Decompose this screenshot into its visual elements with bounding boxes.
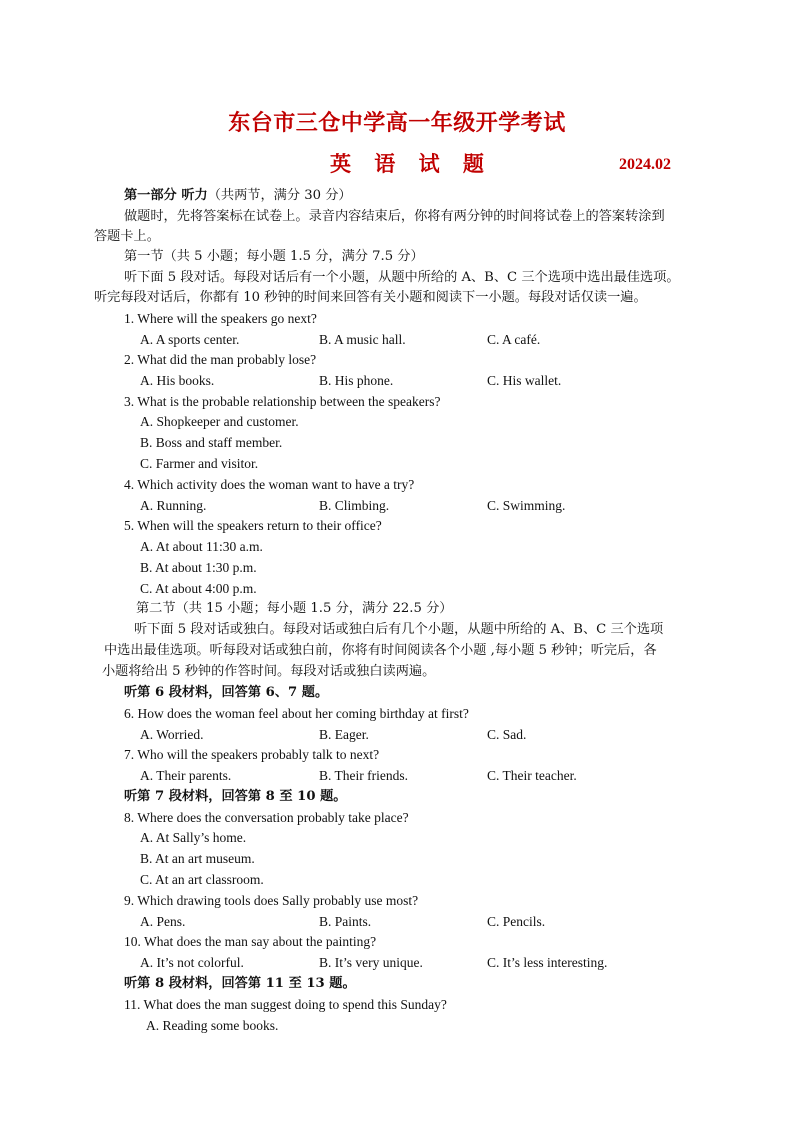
- option-c: C. His wallet.: [487, 373, 562, 388]
- question-text: 5. When will the speakers return to their office?: [124, 518, 382, 533]
- part1-instruction: 答题卡上。: [94, 229, 160, 244]
- exam-date: 2024.02: [619, 156, 671, 173]
- section1-instruction: 听完每段对话后，你都有 10 秒钟的时间来回答有关小题和阅读下一小题。每段对话仅读一遍。: [94, 290, 647, 305]
- question-text: 2. What did the man probably lose?: [124, 352, 317, 367]
- option-b: B. It’s very unique.: [319, 955, 423, 970]
- option-a: A. Pens.: [140, 914, 186, 929]
- section2-instruction: 听下面 5 段对话或独白。每段对话或独白后有几个小题，从题中所给的 A、B、C 三个选项: [134, 622, 664, 637]
- question-text: 1. Where will the speakers go next?: [124, 311, 317, 326]
- option-a: A. Shopkeeper and customer.: [140, 414, 299, 429]
- option-c: C. Their teacher.: [487, 768, 577, 783]
- question-text: 3. What is the probable relationship between the speakers?: [124, 394, 441, 409]
- option-c: C. Swimming.: [487, 498, 566, 513]
- option-b: B. His phone.: [319, 373, 394, 388]
- option-a: A. At Sally’s home.: [140, 830, 247, 845]
- option-b: B. A music hall.: [319, 332, 406, 347]
- option-b: B. Eager.: [319, 727, 369, 742]
- question-text: 8. Where does the conversation probably take place?: [124, 810, 409, 825]
- part1-heading-line: [124, 188, 352, 204]
- option-a: A. Worried.: [140, 727, 204, 742]
- option-c: C. It’s less interesting.: [487, 955, 608, 970]
- section1-instruction: 听下面 5 段对话。每段对话后有一个小题，从题中所给的 A、B、C 三个选项中选出最佳选项。: [124, 270, 680, 285]
- option-c: C. A café.: [487, 332, 541, 347]
- section2-heading: 第二节（共 15 小题；每小题 1.5 分，满分 22.5 分）: [136, 601, 453, 616]
- question-text: 6. How does the woman feel about her coming birthday at first?: [124, 706, 469, 721]
- option-a: A. Reading some books.: [146, 1018, 279, 1033]
- option-a: A. His books.: [140, 373, 215, 388]
- option-a: A. At about 11:30 a.m.: [140, 539, 263, 554]
- option-b: B. Climbing.: [319, 498, 390, 513]
- option-b: B. Paints.: [319, 914, 372, 929]
- question-text: 10. What does the man say about the painting?: [124, 934, 377, 949]
- option-c: C. Sad.: [487, 727, 527, 742]
- option-c: C. Farmer and visitor.: [140, 456, 259, 471]
- material-heading: 听第 6 段材料，回答第 6、7 题。: [124, 685, 329, 700]
- option-a: A. Their parents.: [140, 768, 232, 783]
- option-b: B. Boss and staff member.: [140, 435, 283, 450]
- option-b: B. Their friends.: [319, 768, 408, 783]
- option-b: B. At an art museum.: [140, 851, 255, 866]
- part1-heading: 第一部分 听力: [124, 188, 208, 203]
- question-text: 4. Which activity does the woman want to have a try?: [124, 477, 415, 492]
- subject-title: 英 语 试 题: [330, 151, 492, 176]
- part1-instruction: 做题时，先将答案标在试卷上。录音内容结束后，你将有两分钟的时间将试卷上的答案转涂到: [124, 209, 665, 224]
- section2-instruction: 小题将给出 5 秒钟的作答时间。每段对话或独白读两遍。: [102, 664, 436, 679]
- option-a: A. A sports center.: [140, 332, 240, 347]
- material-heading: 听第 8 段材料，回答第 11 至 13 题。: [124, 976, 356, 991]
- option-c: C. At an art classroom.: [140, 872, 264, 887]
- question-text: 9. Which drawing tools does Sally probably use most?: [124, 893, 419, 908]
- option-c: C. At about 4:00 p.m.: [140, 581, 257, 596]
- option-c: C. Pencils.: [487, 914, 546, 929]
- part1-heading-note: （共两节，满分 30 分）: [207, 188, 352, 203]
- section1-heading: 第一节（共 5 小题；每小题 1.5 分，满分 7.5 分）: [124, 249, 424, 264]
- school-title: 东台市三仓中学高一年级开学考试: [228, 110, 566, 136]
- option-a: A. It’s not colorful.: [140, 955, 244, 970]
- option-a: A. Running.: [140, 498, 207, 513]
- question-text: 11. What does the man suggest doing to spend this Sunday?: [124, 997, 447, 1012]
- material-heading: 听第 7 段材料，回答第 8 至 10 题。: [124, 789, 347, 804]
- option-b: B. At about 1:30 p.m.: [140, 560, 257, 575]
- question-text: 7. Who will the speakers probably talk to next?: [124, 747, 380, 762]
- section2-instruction: 中选出最佳选项。听每段对话或独白前，你将有时间阅读各个小题 ,每小题 5 秒钟；听完后，各: [104, 643, 657, 658]
